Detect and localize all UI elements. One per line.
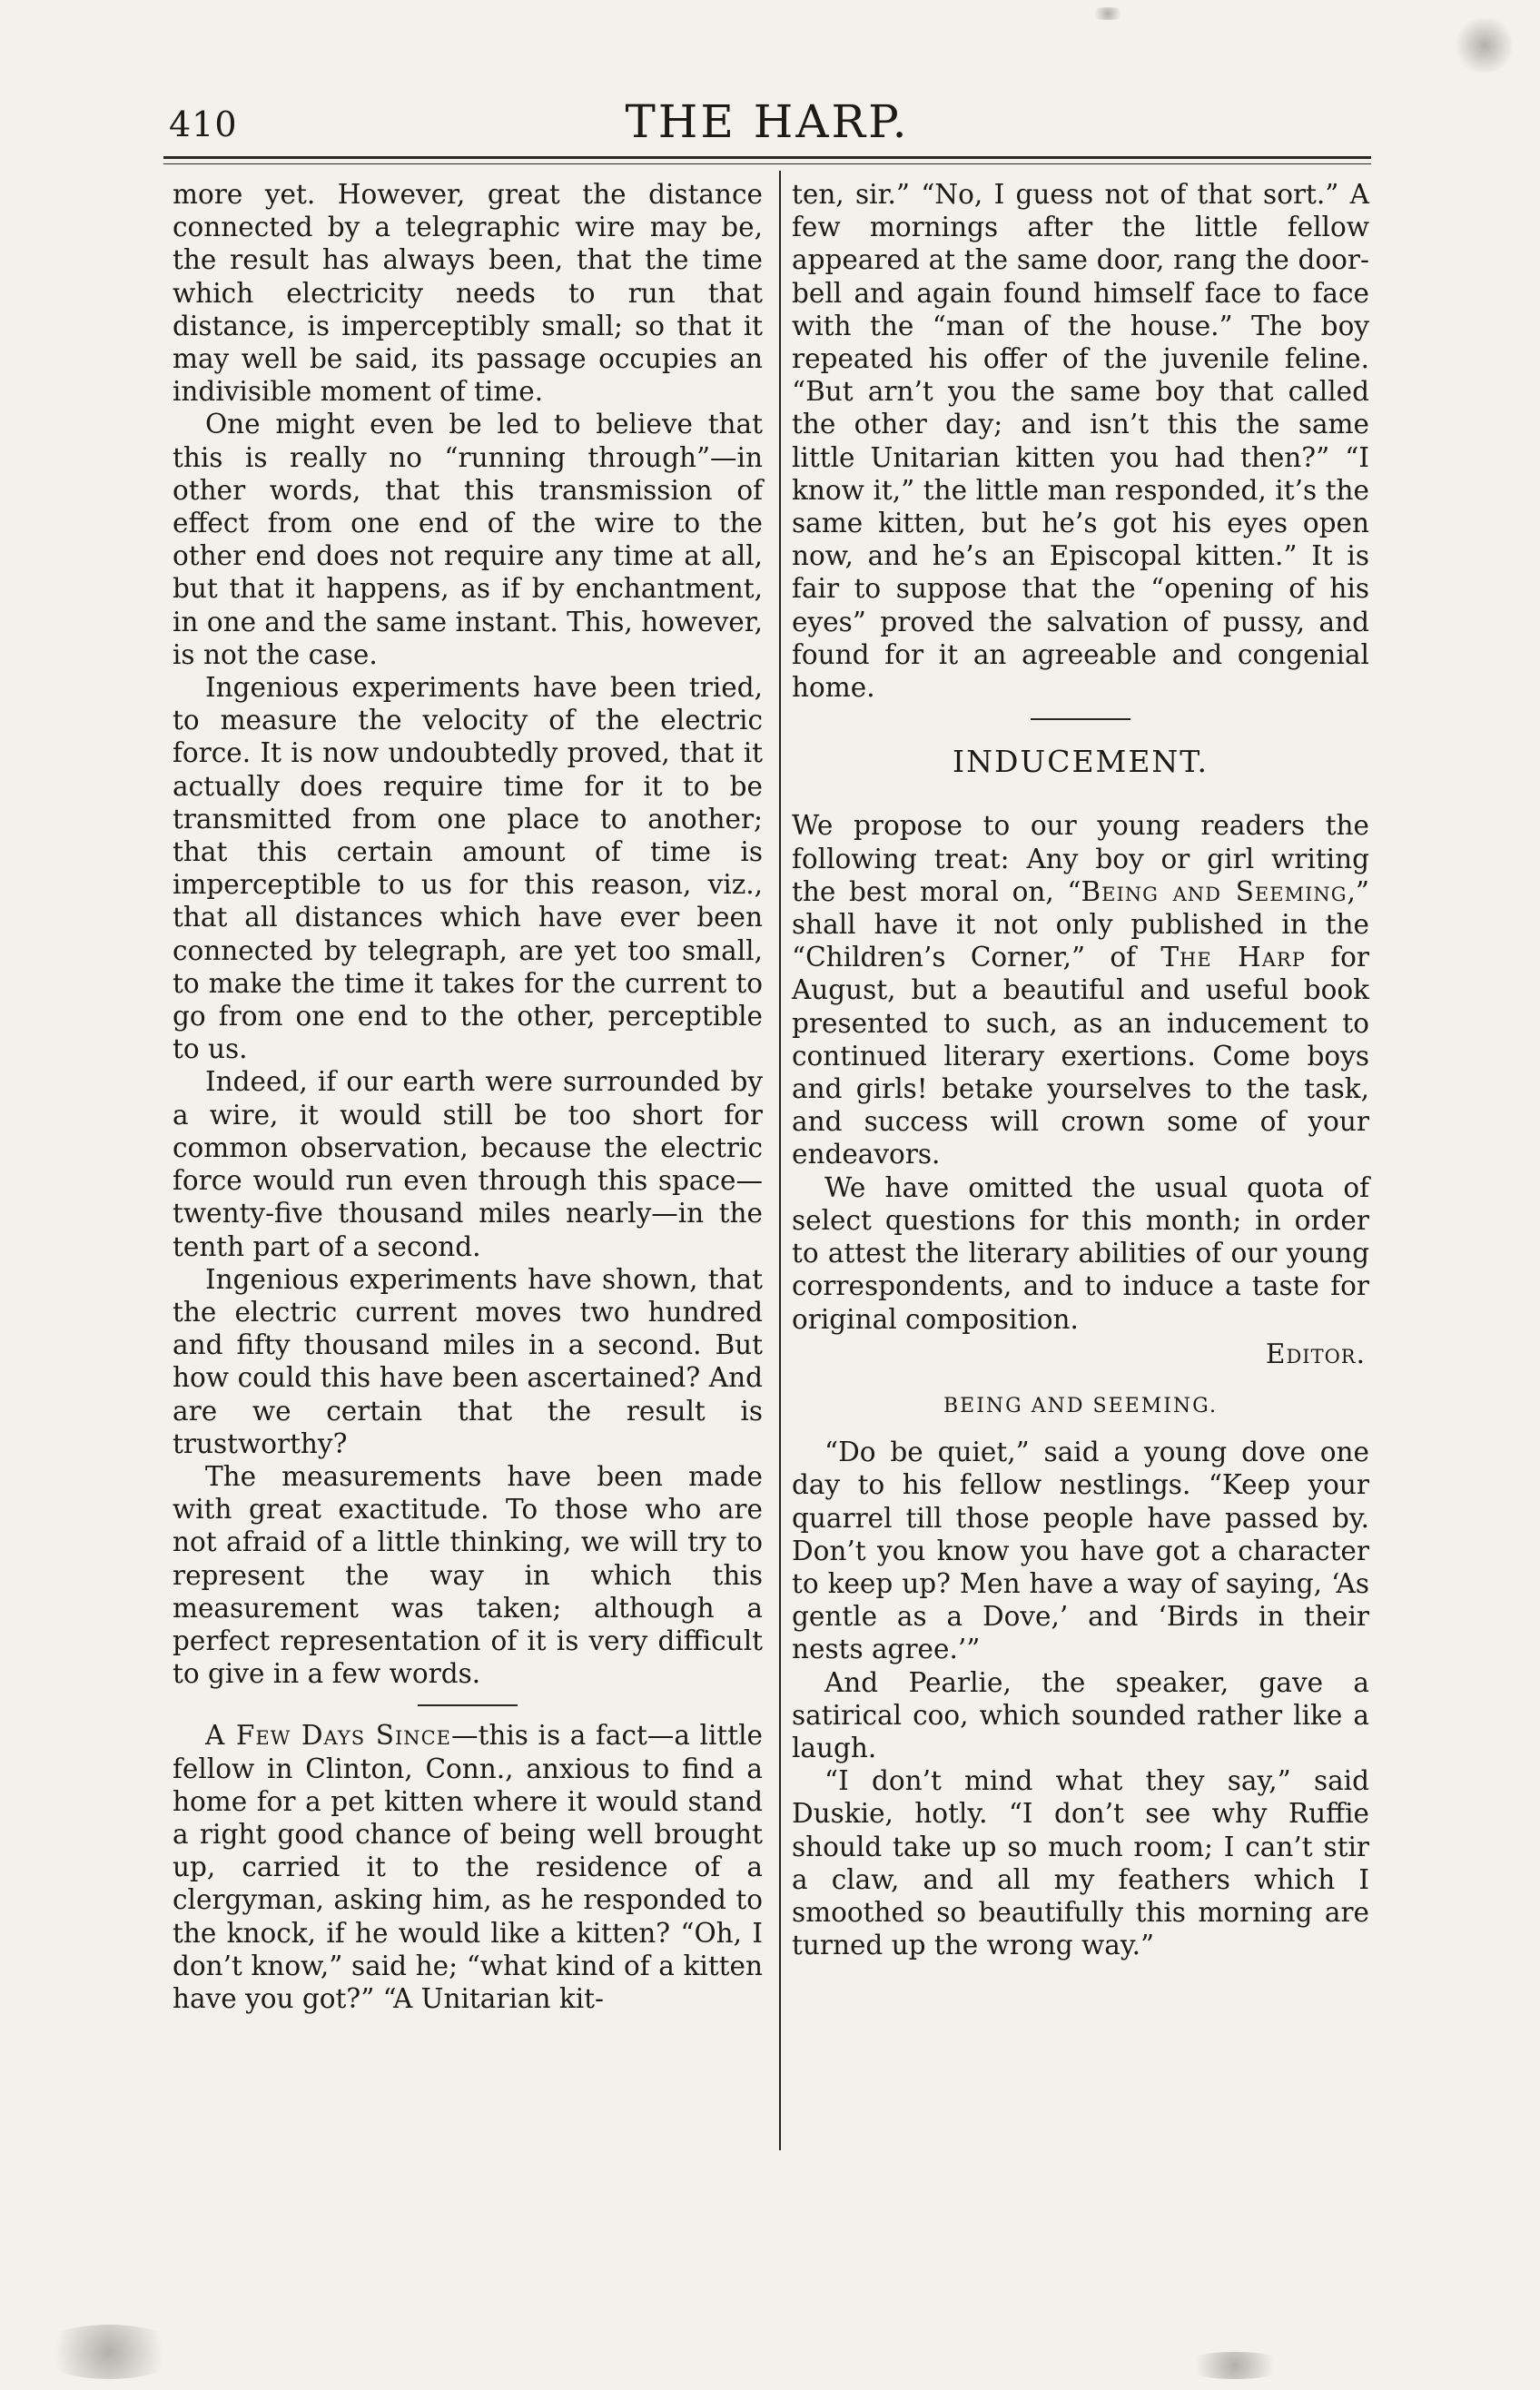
inducement-paragraph <box>792 809 1369 1170</box>
column-divider <box>779 171 781 2150</box>
paragraph: Indeed, if our earth were surrounded by a wire, it would still be too short for common observation, because the electric force would run even through this space—twenty-five thousand miles nearly—in the tenth part of a second. <box>173 1066 763 1262</box>
paragraph: One might even be led to believe that this is really no “running through”—in other words, that this transmission of effect from one end of the wire to the other end does not require any time at all, but that it happens, as if by enchantment, in one and the same instant. This, however, is not the case. <box>173 409 763 670</box>
text-run-small-caps: The Harp <box>1160 942 1306 973</box>
few-days-lead: A Few Days Since <box>205 1720 452 1752</box>
print-speck <box>1453 18 1516 73</box>
print-speck <box>1180 2352 1289 2379</box>
header-rule-thin <box>163 163 1371 164</box>
paragraph: ten, sir.” “No, I guess not of that sort.” A few mornings after the little fellow appeared at the same door, rang the door-bell and again found himself face to face with the “man of the house.” The boy repeated his offer of the juvenile feline. “But arn’t you the same boy that called the other day; and isn’t this the same little Unitarian kitten you had then?” “I know it,” the little man responded, it’s the same kitten, but he’s got his eyes open now, and he’s an Episcopal kitten.” It is fair to suppose that the “opening of his eyes” proved the salvation of pussy, and found for it an agreeable and congenial home. <box>792 179 1369 704</box>
inducement-heading: INDUCEMENT. <box>953 744 1209 780</box>
page-header <box>163 86 1371 159</box>
print-speck <box>36 2325 182 2379</box>
story-paragraph: “Do be quiet,” said a young dove one day to his fellow nestlings. “Keep your quarrel till those people have passed by. Don’t you know you have got a character to keep up? Men have a way of saying, ‘As gentle as a Dove,’ and ‘Birds in their nests agree.’” <box>792 1437 1369 1665</box>
section-rule <box>418 1704 518 1706</box>
editor-signature: Editor. <box>1265 1338 1366 1369</box>
few-days-text: —this is a fact—a little fellow in Clinton, Conn., anxious to find a home for a pet kitten where it would stand a right good chance of being well brought up, carried it to the residence of a clergyman, asking him, as he responded to the knock, if he would like a kitten? “Oh, I don’t know,” said he; “what kind of a kitten have you got?” “A Unitarian kit- <box>173 1720 763 2014</box>
paragraph: Ingenious experiments have shown, that the electric current moves two hundred and fifty thousand miles in a second. But how could this have been ascertained? And are we certain that the result is trustworthy? <box>173 1263 763 1459</box>
section-rule <box>1031 718 1130 720</box>
few-days-since-paragraph <box>173 1719 763 2015</box>
text-run: for August, but a beautiful and useful book presented to such, as an inducement to continued literary exertions. Come boys and girls! betake yourselves to the task, and success will crown some of your endeavors. <box>792 942 1369 1170</box>
text-run-small-caps: Being and Seeming <box>1081 875 1348 907</box>
paragraph: We have omitted the usual quota of select questions for this month; in order to attest the literary abilities of our young correspondents, and to induce a taste for original composition. <box>792 1171 1369 1335</box>
paragraph: Ingenious experiments have been tried, to measure the velocity of the electric force. It is now undoubtedly proved, that it actually does require time for it to be transmitted from one place to another; that this certain amount of time is imperceptible to us for this reason, viz., that all distances which have ever been connected by telegraph, are yet too small, to make the time it takes for the current to go from one end to the other, perceptible to us. <box>173 672 763 1065</box>
text-run: ,” shall have it not only published in the “Children’s Corner,” of <box>792 875 1370 973</box>
paragraph: more yet. However, great the distance connected by a telegraphic wire may be, the result has always been, that the time which electricity needs to run that distance, is imperceptibly small; so that it may well be said, its passage occupies an indivisible moment of time. <box>173 179 763 408</box>
header-rule <box>163 156 1371 159</box>
story-heading: BEING AND SEEMING. <box>943 1394 1218 1417</box>
page-title: THE HARP. <box>625 95 910 148</box>
print-speck <box>1090 7 1126 20</box>
story-paragraph: And Pearlie, the speaker, gave a satirical coo, which sounded rather like a laugh. <box>792 1666 1369 1763</box>
story-paragraph: “I don’t mind what they say,” said Duskie, hotly. “I don’t see why Ruffie should take up so much room; I can’t stir a claw, and all my feathers which I smoothed so beautifully this morning are turned up the wrong way.” <box>792 1765 1369 1961</box>
page-number: 410 <box>169 104 238 144</box>
left-column <box>173 178 763 2015</box>
text-run: We propose to our young readers the following treat: Any boy or girl writing the best moral on, “ <box>792 810 1369 907</box>
right-column <box>792 178 1369 1961</box>
paragraph: The measurements have been made with great exactitude. To those who are not afraid of a little thinking, we will try to represent the way in which this measurement was taken; although a perfect representation of it is very difficult to give in a few words. <box>173 1460 763 1690</box>
